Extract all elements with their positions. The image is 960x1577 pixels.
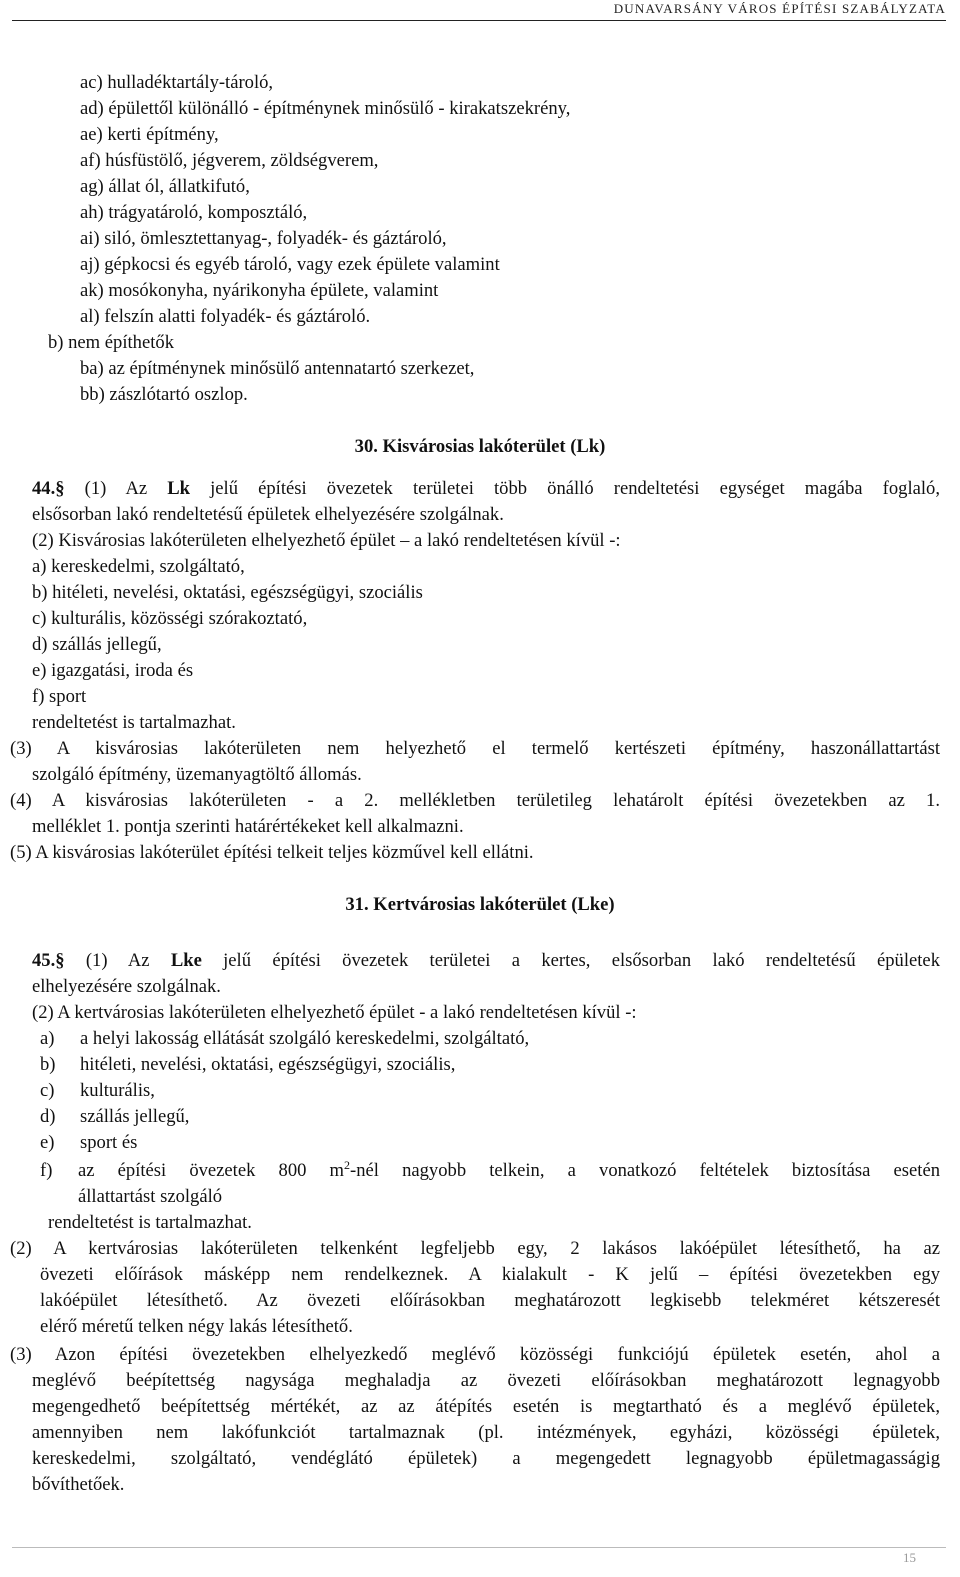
paragraph-44-3-cont: szolgáló építmény, üzemanyagtöltő állomás.	[32, 764, 362, 785]
list-item-ak: ak) mosókonyha, nyárikonyha épülete, valamint	[80, 280, 439, 301]
list-item-aj: aj) gépkocsi és egyéb tároló, vagy ezek épülete valamint	[80, 254, 500, 275]
list-label: f)	[40, 1160, 53, 1181]
paragraph-45-3-cont: bővíthetőek.	[32, 1474, 125, 1495]
list-label: e)	[40, 1132, 55, 1153]
paragraph-text: (1) Az	[84, 478, 148, 499]
list-label: d)	[40, 1106, 56, 1127]
footer-rule	[12, 1547, 946, 1548]
list-item-ae: ae) kerti építmény,	[80, 124, 219, 145]
paragraph-44-1-cont: elsősorban lakó rendeltetésű épületek elhelyezésére szolgálnak.	[32, 504, 504, 525]
zone-code: Lk	[167, 478, 190, 499]
paragraph-44-4-cont: melléklet 1. pontja szerinti határértékeket kell alkalmazni.	[32, 816, 464, 837]
list-item	[40, 1028, 529, 1050]
list-item-ai: ai) siló, ömlesztettanyag-, folyadék- és gáztároló,	[80, 228, 447, 249]
list-item-f-cont: állattartást szolgáló	[78, 1186, 223, 1207]
header-rule	[12, 20, 946, 21]
paragraph-45-2b-cont: övezeti előírások másképp nem rendelkeznek. A kialakult - K jelű – építési övezetekben egy	[40, 1264, 940, 1285]
zone-code: Lke	[170, 950, 202, 971]
list-text: hitéleti, nevelési, oktatási, egészségügyi, szociális,	[80, 1054, 456, 1075]
paragraph-45-3-cont: meglévő beépítettség nagysága meghaladja az övezeti előírásokban meghatározott legnagyobb	[32, 1370, 940, 1391]
list-item: f) sport	[32, 686, 87, 707]
list-text: sport és	[80, 1132, 138, 1153]
paragraph-text: (1) Az	[85, 950, 150, 971]
list-label: c)	[40, 1080, 55, 1101]
paragraph-45-3-cont: kereskedelmi, szolgáltató, vendéglátó épületek) a megengedett legnagyobb épületmagasságig	[32, 1448, 940, 1469]
list-item-ah: ah) trágyatároló, komposztáló,	[80, 202, 308, 223]
list-text: az építési övezetek 800 m	[78, 1160, 345, 1181]
section-heading-30: 30. Kisvárosias lakóterület (Lk)	[354, 436, 606, 457]
paragraph-45-2b-cont: elérő méretű telken négy lakás létesíthető.	[40, 1316, 353, 1337]
paragraph-44-5: (5) A kisvárosias lakóterület építési telkeit teljes közművel kell ellátni.	[10, 842, 534, 863]
paragraph-45-3-cont: amennyiben nem lakófunkciót tartalmaznak (pl. intézmények, egyházi, közösségi épületek,	[32, 1422, 940, 1443]
list-text: a helyi lakosság ellátását szolgáló kereskedelmi, szolgáltató,	[80, 1028, 530, 1049]
list-item-ad: ad) épülettől különálló - építménynek minősülő - kirakatszekrény,	[80, 98, 571, 119]
list-text: szállás jellegű,	[80, 1106, 190, 1127]
list-item-ba: ba) az építménynek minősülő antennatartó szerkezet,	[80, 358, 475, 379]
superscript: 2	[344, 1157, 351, 1172]
paragraph-text: jelű építési övezetek területei több önálló rendeltetési egységet magába foglaló,	[210, 478, 940, 499]
paragraph-45-1-cont: elhelyezésére szolgálnak.	[32, 976, 221, 997]
paragraph-44-2-end: rendeltetést is tartalmazhat.	[32, 712, 236, 733]
list-item-b: b) nem építhetők	[48, 332, 174, 353]
paragraph-45-3-cont: megengedhető beépítettség mértékét, az az átépítés esetén is megtartható és a meglévő épületek,	[32, 1396, 940, 1417]
paragraph-44-2: (2) Kisvárosias lakóterületen elhelyezhető épület – a lakó rendeltetésen kívül -:	[32, 530, 621, 551]
list-text: kulturális,	[80, 1080, 155, 1101]
paragraph-number: 45.	[32, 950, 56, 971]
section-symbol: §	[55, 478, 65, 499]
list-item	[40, 1132, 137, 1154]
list-item: a) kereskedelmi, szolgáltató,	[32, 556, 245, 577]
list-item	[40, 1080, 155, 1102]
list-label: a)	[40, 1028, 55, 1049]
paragraph-45-1	[32, 950, 940, 972]
document-title: DUNAVARSÁNY VÁROS ÉPÍTÉSI SZABÁLYZATA	[613, 1, 946, 16]
page-header	[0, 0, 960, 22]
list-item	[40, 1106, 189, 1128]
paragraph-44-3: (3) A kisvárosias lakóterületen nem helyezhető el termelő kertészeti építmény, haszonállattartást	[10, 738, 940, 759]
paragraph-45-2b-cont: lakóépület létesíthető. Az övezeti előírásokban meghatározott legkisebb telekméret kétszeresét	[40, 1290, 940, 1311]
list-text: -nél nagyobb telkein, a vonatkozó feltételek biztosítása esetén	[350, 1160, 941, 1181]
list-item-af: af) húsfüstölő, jégverem, zöldségverem,	[80, 150, 379, 171]
paragraph-45-2-end: rendeltetést is tartalmazhat.	[48, 1212, 252, 1233]
list-item: c) kulturális, közösségi szórakoztató,	[32, 608, 308, 629]
list-item	[40, 1054, 455, 1076]
list-item-ag: ag) állat ól, állatkifutó,	[80, 176, 250, 197]
list-item-bb: bb) zászlótartó oszlop.	[80, 384, 248, 405]
paragraph-45-2b: (2) A kertvárosias lakóterületen telkenként legfeljebb egy, 2 lakásos lakóépület létesíthető, ha az	[10, 1238, 940, 1259]
list-item-f	[78, 1157, 941, 1182]
paragraph-44-4: (4) A kisvárosias lakóterületen - a 2. mellékletben területileg lehatárolt építési övezetekben az 1.	[10, 790, 940, 811]
paragraph-44-1	[32, 478, 940, 500]
paragraph-45-3: (3) Azon építési övezetekben elhelyezkedő meglévő közösségi funkciójú épületek esetén, ahol a	[10, 1344, 940, 1365]
section-symbol: §	[55, 950, 65, 971]
paragraph-text: jelű építési övezetek területei a kertes, elsősorban lakó rendeltetésű épületek	[223, 950, 940, 971]
list-item: d) szállás jellegű,	[32, 634, 162, 655]
section-heading-31: 31. Kertvárosias lakóterület (Lke)	[345, 894, 615, 915]
paragraph-number: 44.	[32, 478, 56, 499]
list-item-ac: ac) hulladéktartály-tároló,	[80, 72, 274, 93]
list-item: e) igazgatási, iroda és	[32, 660, 194, 681]
list-item-al: al) felszín alatti folyadék- és gáztároló.	[80, 306, 371, 327]
paragraph-45-2: (2) A kertvárosias lakóterületen elhelyezhető épület - a lakó rendeltetésen kívül -:	[32, 1002, 637, 1023]
list-item: b) hitéleti, nevelési, oktatási, egészségügyi, szociális	[32, 582, 423, 603]
list-label: b)	[40, 1054, 56, 1075]
page-number: 15	[903, 1550, 916, 1565]
